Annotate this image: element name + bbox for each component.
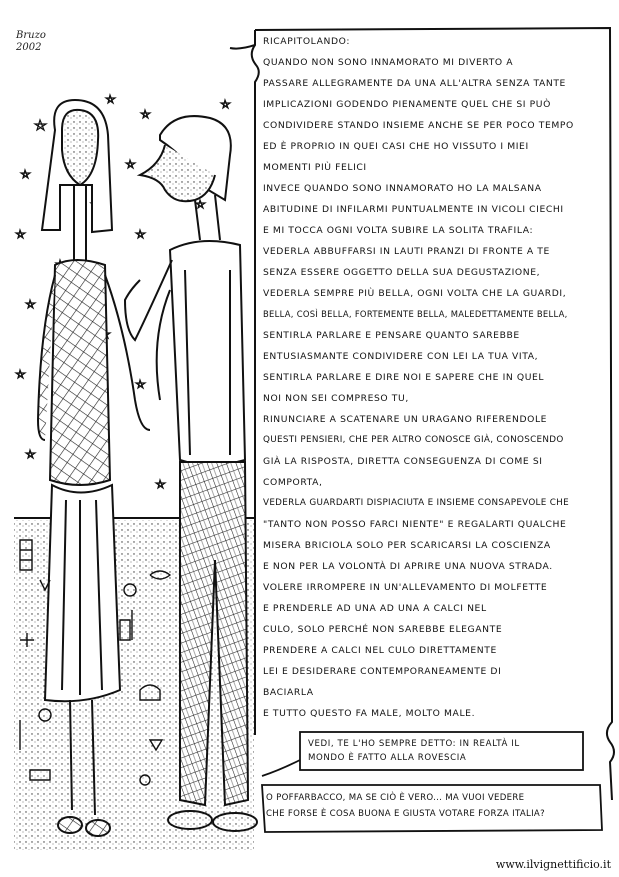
panel-line: ED È PROPRIO IN QUEI CASI CHE HO VISSUTO I MIEI bbox=[263, 141, 529, 152]
panel-line: E MI TOCCA OGNI VOLTA SUBIRE LA SOLITA TRAFILA: bbox=[263, 225, 534, 236]
panel-line: "TANTO NON POSSO FARCI NIENTE" E REGALARTI QUALCHE bbox=[263, 519, 567, 530]
panel-line: CONDIVIDERE STANDO INSIEME ANCHE SE PER POCO TEMPO bbox=[263, 120, 574, 131]
panel-line: SENTIRLA PARLARE E PENSARE QUANTO SAREBBE bbox=[263, 330, 520, 341]
panel-line: VEDERLA GUARDARTI DISPIACIUTA E INSIEME CONSAPEVOLE CHE bbox=[263, 498, 569, 508]
panel-line: NOI NON SEI COMPRESO TU, bbox=[263, 393, 409, 404]
panel-line: MOMENTI PIÙ FELICI bbox=[263, 162, 367, 173]
panel-line: QUESTI PENSIERI, CHE PER ALTRO CONOSCE GIÀ, CONOSCENDO bbox=[263, 435, 564, 445]
panel-line: BELLA, COSÌ BELLA, FORTEMENTE BELLA, MALEDETTAMENTE BELLA, bbox=[263, 309, 568, 319]
speech-balloon-bottom bbox=[266, 790, 600, 822]
panel-line: QUANDO NON SONO INNAMORATO MI DIVERTO A bbox=[263, 57, 514, 68]
panel-line: MISERA BRICIOLA SOLO PER SCARICARSI LA COSCIENZA bbox=[263, 540, 551, 551]
balloon-bottom-line-1: O POFFARBACCO, MA SE CIÒ È VERO... MA VUOI VEDERE bbox=[266, 793, 525, 803]
panel-line: INVECE QUANDO SONO INNAMORATO HO LA MALSANA bbox=[263, 183, 542, 194]
signature-year: 2002 bbox=[16, 42, 42, 53]
panel-line: VEDERLA SEMPRE PIÙ BELLA, OGNI VOLTA CHE LA GUARDI, bbox=[263, 288, 567, 299]
balloon-bottom-line-2: CHE FORSE È COSA BUONA E GIUSTA VOTARE FORZA ITALIA? bbox=[266, 809, 545, 819]
panel-line: COMPORTA, bbox=[263, 477, 323, 488]
panel-line: SENZA ESSERE OGGETTO DELLA SUA DEGUSTAZIONE, bbox=[263, 267, 541, 278]
balloon-middle-line-1: VEDI, TE L'HO SEMPRE DETTO: IN REALTÀ IL bbox=[308, 739, 520, 749]
panel-line: LEI E DESIDERARE CONTEMPORANEAMENTE DI bbox=[263, 666, 502, 677]
panel-line: ENTUSIASMANTE CONDIVIDERE CON LEI LA TUA VITA, bbox=[263, 351, 539, 362]
website-url[interactable]: www.ilvignettificio.it bbox=[495, 858, 611, 871]
panel-line: PRENDERE A CALCI NEL CULO DIRETTAMENTE bbox=[263, 645, 497, 656]
panel-line: VEDERLA ABBUFFARSI IN LAUTI PRANZI DI FRONTE A TE bbox=[263, 246, 550, 257]
signature-name: Bruzo bbox=[16, 30, 46, 41]
panel-line: GIÀ LA RISPOSTA, DIRETTA CONSEGUENZA DI COME SI bbox=[263, 456, 543, 467]
panel-line: IMPLICAZIONI GODENDO PIENAMENTE QUEL CHE SI PUÒ bbox=[263, 99, 551, 110]
panel-line: E TUTTO QUESTO FA MALE, MOLTO MALE. bbox=[263, 708, 476, 719]
panel-line: CULO, SOLO PERCHÉ NON SAREBBE ELEGANTE bbox=[263, 624, 503, 635]
panel-line: BACIARLA bbox=[263, 687, 314, 698]
panel-line: E PRENDERLE AD UNA AD UNA A CALCI NEL bbox=[263, 603, 487, 614]
panel-line: E NON PER LA VOLONTÀ DI APRIRE UNA NUOVA STRADA. bbox=[263, 561, 553, 572]
balloon-middle-line-2: MONDO È FATTO ALLA ROVESCIA bbox=[308, 753, 467, 763]
panel-line: ABITUDINE DI INFILARMI PUNTUALMENTE IN VICOLI CIECHI bbox=[263, 204, 564, 215]
panel-line: RINUNCIARE A SCATENARE UN URAGANO RIFERENDOLE bbox=[263, 414, 548, 425]
panel-line: RICAPITOLANDO: bbox=[263, 36, 351, 47]
panel-line: PASSARE ALLEGRAMENTE DA UNA ALL'ALTRA SENZA TANTE bbox=[263, 78, 566, 89]
panel-line: SENTIRLA PARLARE E DIRE NOI E SAPERE CHE IN QUEL bbox=[263, 372, 545, 383]
speech-balloon-middle bbox=[308, 737, 580, 765]
panel-line: VOLERE IRROMPERE IN UN'ALLEVAMENTO DI MOLFETTE bbox=[263, 582, 548, 593]
